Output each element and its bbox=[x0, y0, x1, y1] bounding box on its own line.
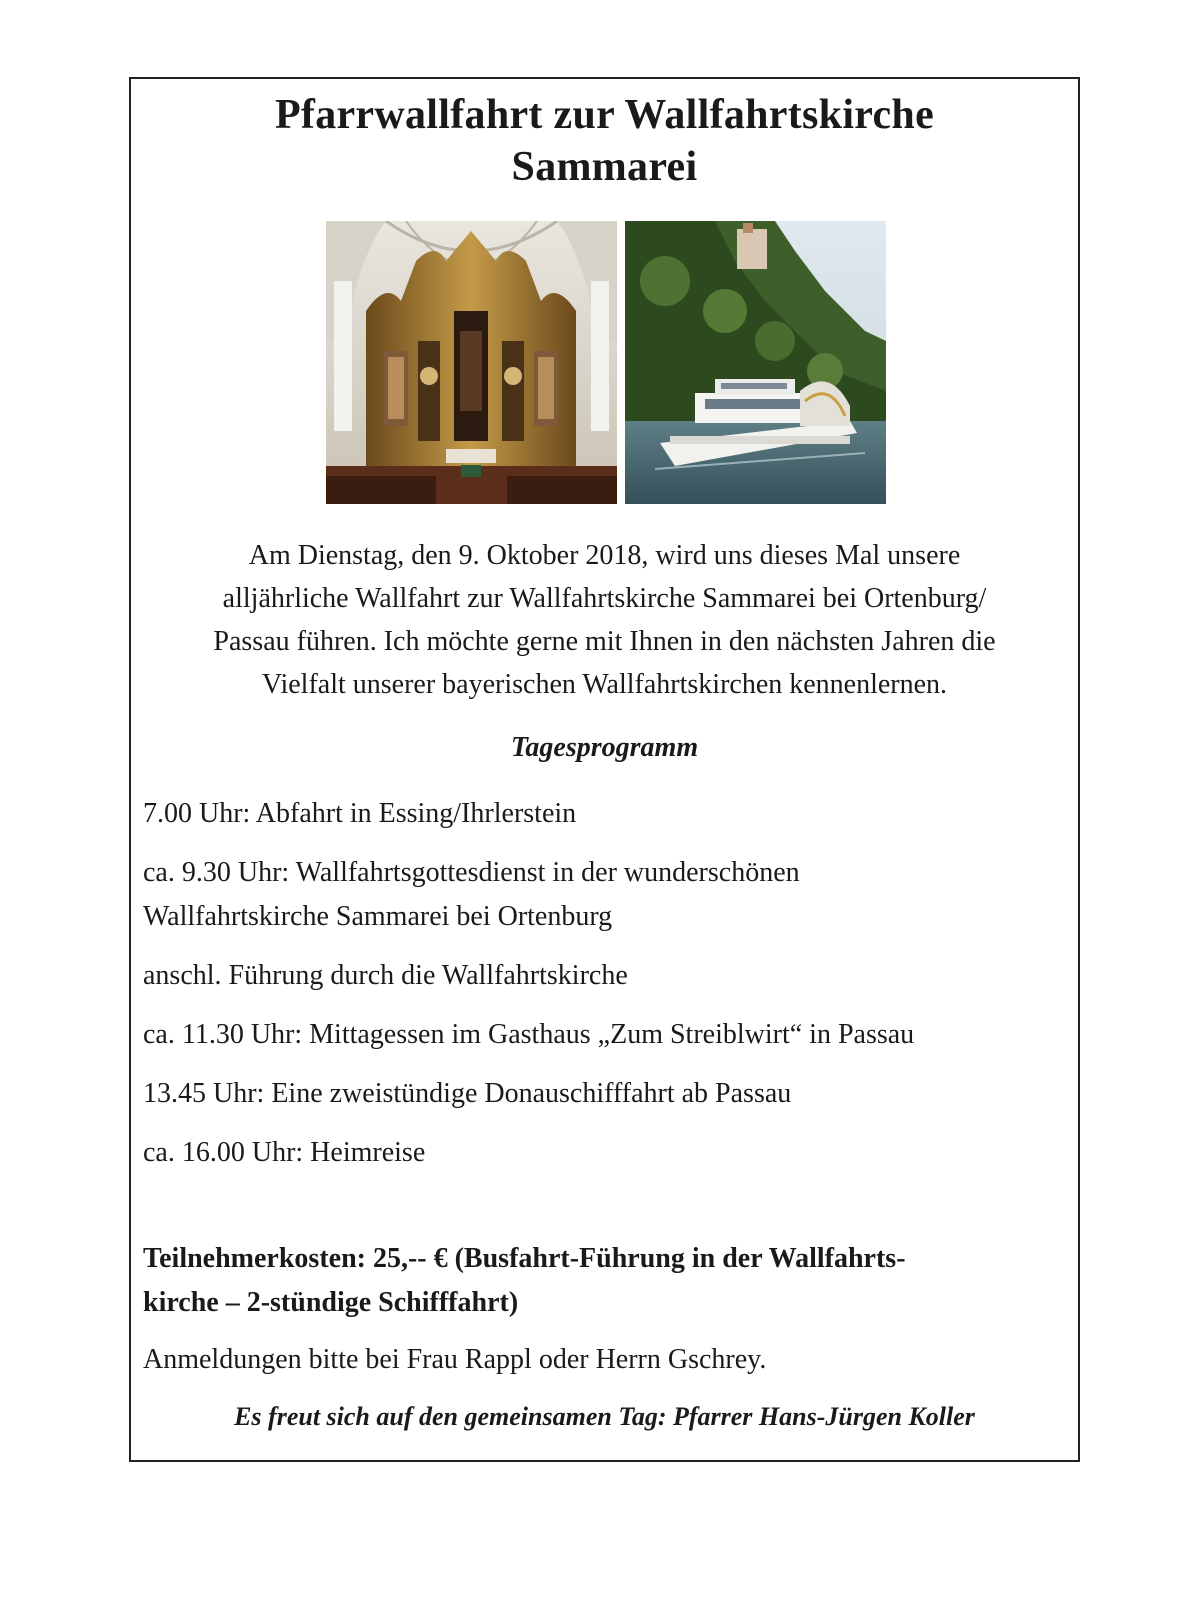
schedule-item-return: ca. 16.00 Uhr: Heimreise bbox=[143, 1137, 426, 1168]
schedule-item-service-cont: Wallfahrtskirche Sammarei bei Ortenburg bbox=[143, 901, 613, 932]
schedule-item-service: ca. 9.30 Uhr: Wallfahrtsgottesdienst in der wunderschönen bbox=[143, 857, 800, 888]
intro-paragraph bbox=[143, 534, 1066, 706]
costs-line-1: Teilnehmerkosten: 25,-- € (Busfahrt-Führung in der Wallfahrts- bbox=[143, 1243, 906, 1274]
schedule-item-cruise: 13.45 Uhr: Eine zweistündige Donauschifffahrt ab Passau bbox=[143, 1078, 792, 1109]
schedule-item-departure: 7.00 Uhr: Abfahrt in Essing/Ihrlerstein bbox=[143, 798, 577, 829]
page-title bbox=[131, 89, 1078, 193]
river-cruise-ship-photo bbox=[625, 221, 886, 504]
intro-line-2: alljährliche Wallfahrt zur Wallfahrtskirche Sammarei bei Ortenburg/ bbox=[222, 583, 987, 614]
schedule-item-lunch: ca. 11.30 Uhr: Mittagessen im Gasthaus „Zum Streiblwirt“ in Passau bbox=[143, 1019, 915, 1050]
flyer-frame bbox=[129, 77, 1080, 1462]
registration-note: Anmeldungen bitte bei Frau Rappl oder Herrn Gschrey. bbox=[143, 1344, 767, 1375]
schedule-heading: Tagesprogramm bbox=[510, 732, 699, 763]
title-line-1: Pfarrwallfahrt zur Wallfahrtskirche bbox=[274, 92, 935, 138]
intro-line-3: Passau führen. Ich möchte gerne mit Ihnen in den nächsten Jahren die bbox=[213, 626, 996, 657]
title-line-2: Sammarei bbox=[511, 144, 698, 190]
church-altar-photo bbox=[326, 221, 617, 504]
schedule-item-tour: anschl. Führung durch die Wallfahrtskirche bbox=[143, 960, 628, 991]
costs-line-2: kirche – 2-stündige Schifffahrt) bbox=[143, 1287, 519, 1318]
signature-line: Es freut sich auf den gemeinsamen Tag: Pfarrer Hans-Jürgen Koller bbox=[234, 1402, 975, 1431]
intro-line-4: Vielfalt unserer bayerischen Wallfahrtskirchen kennenlernen. bbox=[261, 669, 948, 700]
participant-costs bbox=[143, 1237, 1063, 1325]
intro-line-1: Am Dienstag, den 9. Oktober 2018, wird uns dieses Mal unsere bbox=[248, 540, 961, 571]
